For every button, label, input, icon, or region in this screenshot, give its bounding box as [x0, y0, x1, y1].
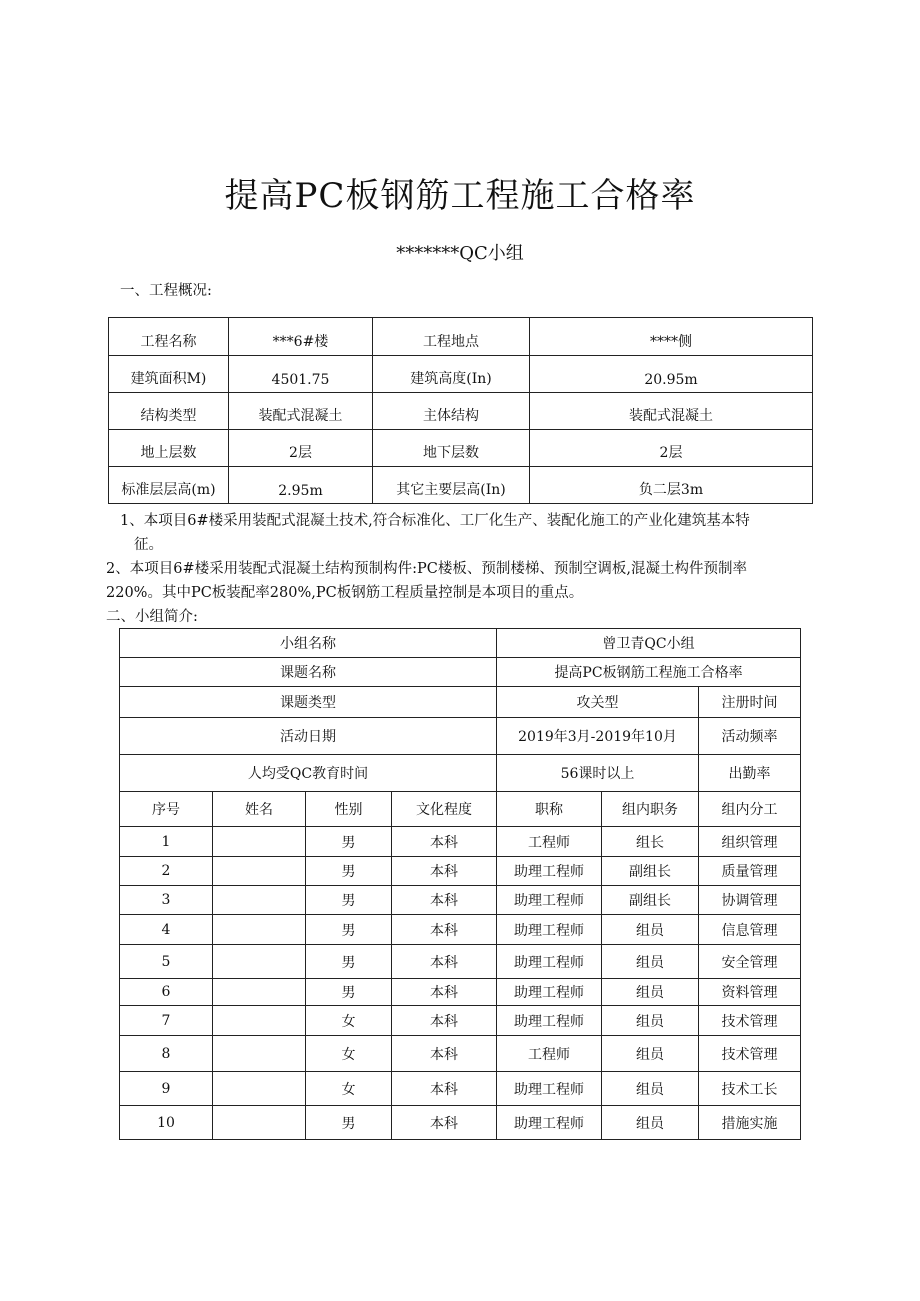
member-cell — [213, 1036, 306, 1072]
member-cell: 组员 — [602, 1072, 699, 1106]
member-cell: 助理工程师 — [497, 979, 602, 1006]
member-cell: 技术工长 — [699, 1072, 801, 1106]
member-cell: 4 — [120, 915, 213, 945]
group-name-label: 小组名称 — [120, 629, 497, 658]
member-row — [120, 827, 801, 857]
member-row — [120, 1006, 801, 1036]
overview-cell: 4501.75 — [229, 356, 373, 393]
member-cell: 6 — [120, 979, 213, 1006]
member-cell: 10 — [120, 1106, 213, 1140]
activity-freq-label: 活动频率 — [699, 718, 801, 755]
group-info-row — [120, 629, 801, 658]
member-cell: 2 — [120, 857, 213, 886]
member-cell: 本科 — [392, 979, 497, 1006]
member-row — [120, 945, 801, 979]
section1-heading: 一、工程概况: — [120, 283, 212, 299]
member-cell: 男 — [306, 886, 392, 915]
overview-row — [109, 467, 813, 504]
member-cell: 工程师 — [497, 1036, 602, 1072]
qc-group-table — [119, 628, 801, 1140]
section2-heading: 二、小组简介: — [106, 609, 198, 625]
member-cell: 组员 — [602, 1006, 699, 1036]
topic-value: 提高PC板钢筋工程施工合格率 — [497, 658, 801, 687]
member-row — [120, 915, 801, 945]
overview-cell: ***6#楼 — [229, 318, 373, 356]
member-cell — [213, 945, 306, 979]
member-cell: 8 — [120, 1036, 213, 1072]
member-row — [120, 1036, 801, 1072]
member-cell — [213, 1072, 306, 1106]
note1-line1: 1、本项目6#楼采用装配式混凝土技术,符合标准化、工厂化生产、装配化施工的产业化建筑基本特 — [120, 513, 750, 529]
member-cell: 女 — [306, 1072, 392, 1106]
topic-type-value: 攻关型 — [497, 687, 699, 718]
member-cell: 协调管理 — [699, 886, 801, 915]
member-cell: 本科 — [392, 1006, 497, 1036]
overview-cell: 其它主要层高(In) — [373, 467, 530, 504]
member-row — [120, 857, 801, 886]
member-cell — [213, 857, 306, 886]
member-cell: 工程师 — [497, 827, 602, 857]
member-cell — [213, 979, 306, 1006]
member-cell: 助理工程师 — [497, 857, 602, 886]
member-cell: 5 — [120, 945, 213, 979]
document-title: 提高PC板钢筋工程施工合格率 — [224, 176, 696, 216]
member-cell — [213, 1006, 306, 1036]
member-cell: 本科 — [392, 886, 497, 915]
member-row — [120, 979, 801, 1006]
activity-date-label: 活动日期 — [120, 718, 497, 755]
member-cell: 男 — [306, 857, 392, 886]
member-cell: 技术管理 — [699, 1006, 801, 1036]
reg-time-label: 注册时间 — [699, 687, 801, 718]
member-cell — [213, 915, 306, 945]
col-header: 文化程度 — [392, 792, 497, 827]
overview-cell: 2.95m — [229, 467, 373, 504]
member-header-row — [120, 792, 801, 827]
member-cell: 组长 — [602, 827, 699, 857]
topic-label: 课题名称 — [120, 658, 497, 687]
member-cell: 本科 — [392, 1106, 497, 1140]
col-header: 序号 — [120, 792, 213, 827]
member-rows — [120, 827, 801, 1140]
member-cell: 男 — [306, 945, 392, 979]
col-header: 姓名 — [213, 792, 306, 827]
overview-row — [109, 356, 813, 393]
member-cell: 组织管理 — [699, 827, 801, 857]
member-cell: 助理工程师 — [497, 1072, 602, 1106]
member-cell: 资料管理 — [699, 979, 801, 1006]
edu-time-label: 人均受QC教育时间 — [120, 755, 497, 792]
member-cell: 9 — [120, 1072, 213, 1106]
member-row — [120, 1106, 801, 1140]
member-cell: 女 — [306, 1006, 392, 1036]
overview-cell: ****侧 — [530, 318, 813, 356]
member-cell: 组员 — [602, 915, 699, 945]
member-cell: 副组长 — [602, 886, 699, 915]
member-row — [120, 886, 801, 915]
topic-type-label: 课题类型 — [120, 687, 497, 718]
note2-line1: 2、本项目6#楼采用装配式混凝土结构预制构件:PC楼板、预制楼梯、预制空调板,混凝土构件预制率 — [106, 561, 747, 577]
group-info-row — [120, 755, 801, 792]
col-header: 组内分工 — [699, 792, 801, 827]
overview-cell: 标准层层高(m) — [109, 467, 229, 504]
edu-time-value: 56课时以上 — [497, 755, 699, 792]
member-cell — [213, 1106, 306, 1140]
note2-line2: 220%。其中PC板装配率280%,PC板钢筋工程质量控制是本项目的重点。 — [106, 585, 584, 601]
member-cell: 本科 — [392, 857, 497, 886]
member-cell: 7 — [120, 1006, 213, 1036]
member-cell: 技术管理 — [699, 1036, 801, 1072]
overview-cell: 装配式混凝土 — [229, 393, 373, 430]
document-subtitle: *******QC小组 — [396, 243, 524, 264]
member-cell: 安全管理 — [699, 945, 801, 979]
overview-cell: 2层 — [229, 430, 373, 467]
overview-row — [109, 393, 813, 430]
overview-cell: 工程名称 — [109, 318, 229, 356]
member-cell: 助理工程师 — [497, 1106, 602, 1140]
member-cell: 本科 — [392, 915, 497, 945]
overview-cell: 建筑高度(In) — [373, 356, 530, 393]
member-cell: 本科 — [392, 945, 497, 979]
group-info-row — [120, 718, 801, 755]
col-header: 组内职务 — [602, 792, 699, 827]
col-header: 性别 — [306, 792, 392, 827]
member-cell: 男 — [306, 979, 392, 1006]
group-info-row — [120, 658, 801, 687]
member-cell: 本科 — [392, 1072, 497, 1106]
overview-cell: 工程地点 — [373, 318, 530, 356]
activity-date-value: 2019年3月-2019年10月 — [497, 718, 699, 755]
overview-cell: 20.95m — [530, 356, 813, 393]
member-cell: 组员 — [602, 1036, 699, 1072]
member-cell: 组员 — [602, 1106, 699, 1140]
overview-row — [109, 318, 813, 356]
col-header: 职称 — [497, 792, 602, 827]
overview-row — [109, 430, 813, 467]
member-cell: 组员 — [602, 979, 699, 1006]
member-cell: 男 — [306, 1106, 392, 1140]
member-cell: 本科 — [392, 1036, 497, 1072]
overview-cell: 装配式混凝土 — [530, 393, 813, 430]
note1-line2: 征。 — [134, 537, 163, 553]
group-name-value: 曾卫青QC小组 — [497, 629, 801, 658]
overview-cell: 结构类型 — [109, 393, 229, 430]
member-cell — [213, 827, 306, 857]
overview-cell: 地下层数 — [373, 430, 530, 467]
member-cell: 1 — [120, 827, 213, 857]
member-cell: 副组长 — [602, 857, 699, 886]
member-cell — [213, 886, 306, 915]
project-overview-table — [108, 317, 813, 504]
overview-cell: 2层 — [530, 430, 813, 467]
member-cell: 女 — [306, 1036, 392, 1072]
overview-cell: 地上层数 — [109, 430, 229, 467]
group-info-row — [120, 687, 801, 718]
member-cell: 男 — [306, 827, 392, 857]
overview-cell: 主体结构 — [373, 393, 530, 430]
attendance-label: 出勤率 — [699, 755, 801, 792]
member-cell: 助理工程师 — [497, 886, 602, 915]
member-cell: 助理工程师 — [497, 915, 602, 945]
member-cell: 男 — [306, 915, 392, 945]
member-cell: 3 — [120, 886, 213, 915]
member-cell: 助理工程师 — [497, 945, 602, 979]
member-cell: 组员 — [602, 945, 699, 979]
member-cell: 信息管理 — [699, 915, 801, 945]
member-cell: 措施实施 — [699, 1106, 801, 1140]
overview-cell: 建筑面积M) — [109, 356, 229, 393]
member-cell: 助理工程师 — [497, 1006, 602, 1036]
member-cell: 本科 — [392, 827, 497, 857]
member-row — [120, 1072, 801, 1106]
member-cell: 质量管理 — [699, 857, 801, 886]
overview-cell: 负二层3m — [530, 467, 813, 504]
